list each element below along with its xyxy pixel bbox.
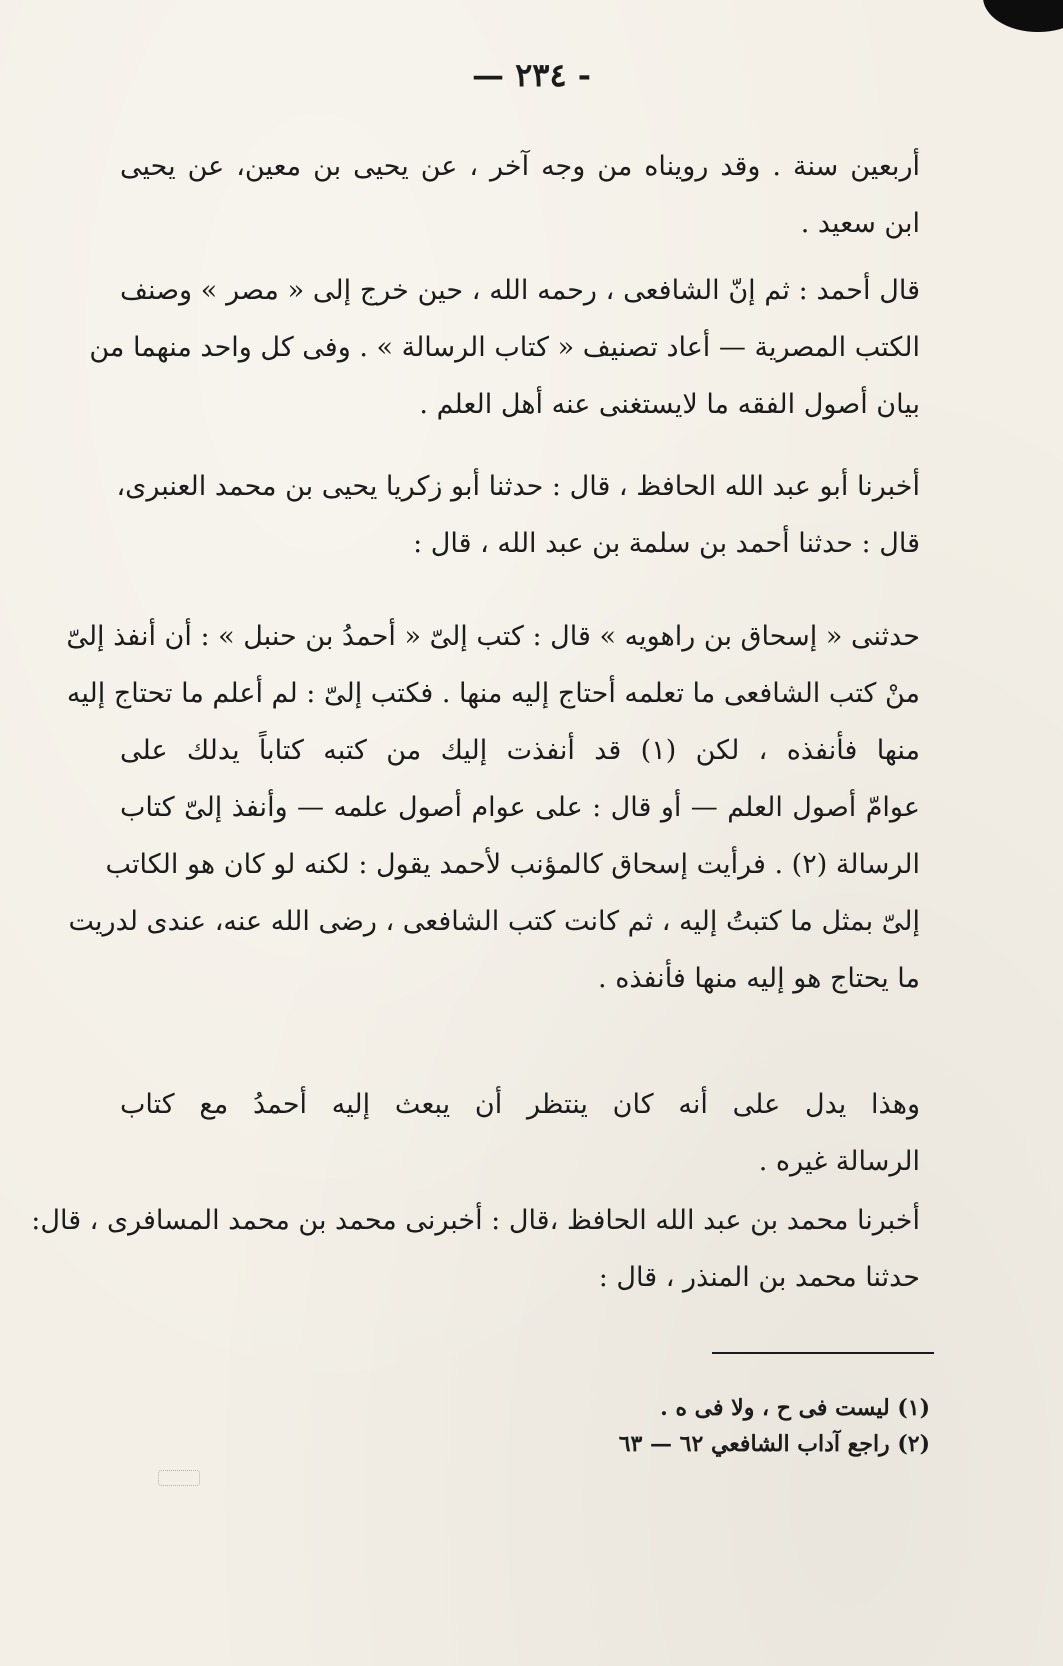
text-line: ما يحتاج هو إليه منها فأنفذه . bbox=[598, 963, 920, 994]
text-line: قال أحمد : ثم إنّ الشافعى ، رحمه الله ، حين خرج إلى « مصر » وصنف bbox=[120, 275, 920, 306]
text-line: قال : حدثنا أحمد بن سلمة بن عبد الله ، قال : bbox=[413, 528, 920, 559]
footnote-1: (١) ليست فى ح ، ولا فى ه . bbox=[660, 1395, 930, 1421]
paragraph-1 bbox=[120, 138, 920, 252]
paragraph-4 bbox=[66, 608, 920, 1007]
text-line: حدثنى « إسحاق بن راهويه » قال : كتب إلىّ « أحمدُ بن حنبل » : أن أنفذ إلىّ bbox=[66, 621, 920, 652]
scan-corner-blot bbox=[983, 0, 1063, 32]
text-line: أخبرنا أبو عبد الله الحافظ ، قال : حدثنا أبو زكريا يحيى بن محمد العنبرى، bbox=[116, 471, 920, 502]
text-line: عوامّ أصول العلم — أو قال : على عوام أصول علمه — وأنفذ إلىّ كتاب bbox=[120, 792, 920, 823]
text-line: أخبرنا محمد بن عبد الله الحافظ ،قال : أخبرنى محمد بن محمد المسافرى ، قال: bbox=[31, 1205, 920, 1236]
paragraph-5 bbox=[120, 1076, 920, 1190]
text-line: الرسالة غيره . bbox=[758, 1146, 920, 1177]
text-line: أربعين سنة . وقد رويناه من وجه آخر ، عن يحيى بن معين، عن يحيى bbox=[120, 151, 920, 182]
text-line: الرسالة (٢) . فرأيت إسحاق كالمؤنب لأحمد يقول : لكنه لو كان هو الكاتب bbox=[105, 849, 920, 880]
text-line: بيان أصول الفقه ما لايستغنى عنه أهل العلم . bbox=[419, 389, 920, 420]
paragraph-2 bbox=[89, 262, 920, 433]
footnote-2: (٢) راجع آداب الشافعي ٦٢ — ٦٣ bbox=[618, 1431, 930, 1457]
text-line: حدثنا محمد بن المنذر ، قال : bbox=[598, 1262, 920, 1293]
footnotes bbox=[480, 1390, 930, 1462]
paragraph-3 bbox=[116, 458, 920, 572]
text-line: وهذا يدل على أنه كان ينتظر أن يبعث إليه أحمدُ مع كتاب bbox=[120, 1089, 920, 1120]
text-line: إلىّ بمثل ما كتبتُ إليه ، ثم كانت كتب الشافعى ، رضى الله عنه، عندى لدريت bbox=[68, 906, 920, 937]
paragraph-6 bbox=[31, 1192, 920, 1306]
footnote-separator bbox=[712, 1352, 934, 1354]
page-number: — ٢٣٤ - bbox=[471, 56, 592, 94]
text-line: ابن سعيد . bbox=[800, 208, 920, 239]
text-line: الكتب المصرية — أعاد تصنيف « كتاب الرسالة » . وفى كل واحد منهما من bbox=[89, 332, 920, 363]
text-line: منْ كتب الشافعى ما تعلمه أحتاج إليه منها . فكتب إلىّ : لم أعلم ما تحتاج إليه bbox=[66, 678, 920, 709]
text-line: منها فأنفذه ، لكن (١) قد أنفذت إليك من كتبه كتاباً يدلك على bbox=[120, 735, 920, 766]
scan-artifact bbox=[158, 1470, 200, 1486]
